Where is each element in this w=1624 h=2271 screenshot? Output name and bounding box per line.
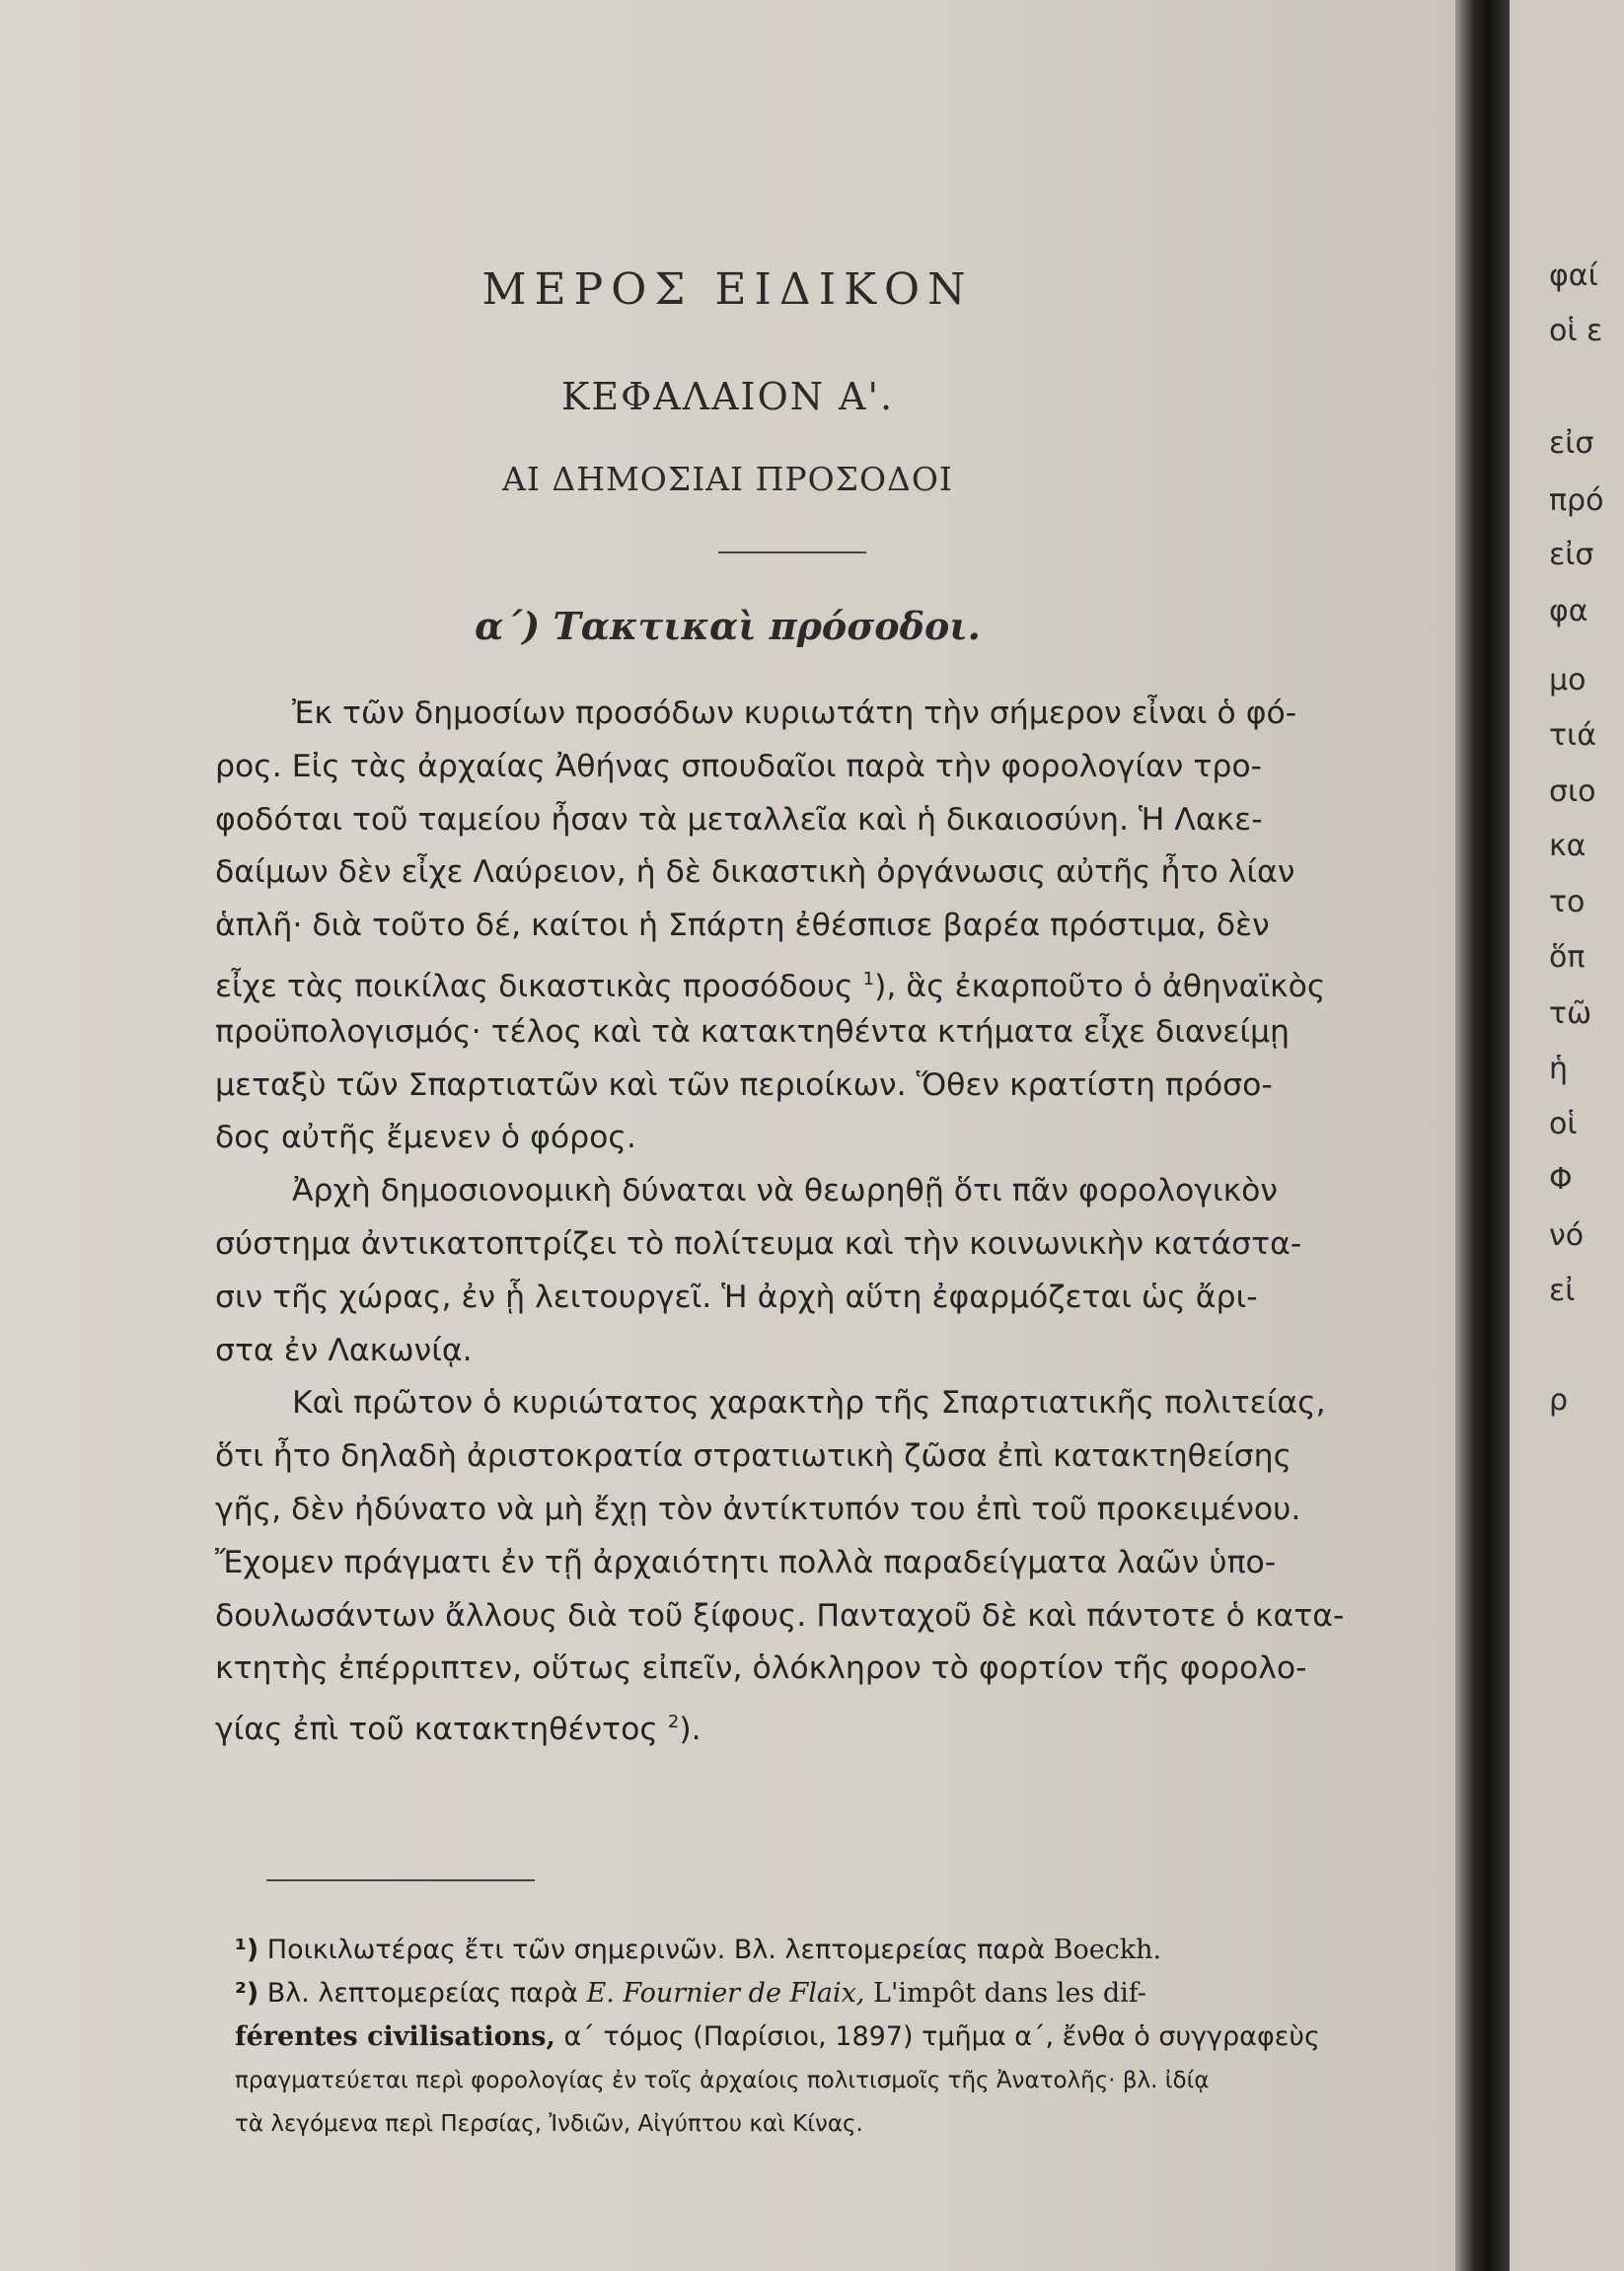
body-line: ρος. Εἰς τὰς ἀρχαίας Ἀθήνας σπουδαῖοι παρὰ τὴν φορολογίαν τρο- [215, 748, 1262, 784]
footnote-2-line [235, 1972, 1419, 2015]
body-line-tail: ). [679, 1712, 701, 1748]
next-page-fragment: οἱ ε [1549, 314, 1603, 348]
next-page-edge [1510, 0, 1624, 2271]
body-line: σιν τῆς χώρας, ἐν ᾗ λειτουργεῖ. Ἡ ἀρχὴ αὕτη ἐφαρμόζεται ὡς ἄρι- [215, 1279, 1258, 1315]
next-page-fragment: το [1549, 885, 1586, 919]
body-line: δαίμων δὲν εἶχε Λαύρειον, ἡ δὲ δικαστικὴ ὀργάνωσις αὐτῆς ἦτο λίαν [215, 854, 1295, 891]
body-line: δουλωσάντων ἄλλους διὰ τοῦ ξίφους. Πανταχοῦ δὲ καὶ πάντοτε ὁ κατα- [215, 1597, 1345, 1634]
body-line-text: εἶχε τὰς ποικίλας δικαστικὰς προσόδους [215, 968, 853, 1004]
footnote-2-line [235, 2015, 1419, 2059]
body-line-text: γίας ἐπὶ τοῦ κατακτηθέντος [215, 1712, 658, 1748]
footnote-ref-2[interactable]: 2 [667, 1712, 680, 1733]
body-line-tail: ), ἃς ἐκαρποῦτο ὁ ἀθηναϊκὸς [874, 968, 1326, 1004]
body-line: κτητὴς ἐπέρριπτεν, οὕτως εἰπεῖν, ὁλόκληρον τὸ φορτίον τῆς φορολο- [215, 1650, 1307, 1687]
footnote-author: E. Fournier de Flaix, [586, 1978, 865, 2009]
next-page-fragment: τιά [1549, 718, 1596, 753]
body-line: Ἀρχὴ δημοσιονομικὴ δύναται νὰ θεωρηθῇ ὅτι πᾶν φορολογικὸν [292, 1173, 1279, 1209]
footnote-divider [266, 1879, 535, 1881]
footnote-work-title: L'impôt dans les dif- [873, 1978, 1146, 2009]
body-text [215, 688, 1411, 1749]
body-line [215, 953, 1411, 1006]
next-page-fragment: πρό [1549, 483, 1604, 518]
footnotes [235, 1929, 1419, 2146]
next-page-fragment: εἰσ [1549, 538, 1594, 572]
next-page-fragment: σιο [1549, 774, 1596, 809]
footnote-2-line: τὰ λεγόμενα περὶ Περσίας, Ἰνδιῶν, Αἰγύπτου καὶ Κίνας. [235, 2111, 863, 2137]
next-page-fragment: κα [1549, 829, 1587, 863]
book-gutter [1455, 0, 1510, 2271]
body-line: προϋπολογισμός· τέλος καὶ τὰ κατακτηθέντα κτήματα εἶχε διανείμῃ [215, 1013, 1290, 1050]
body-line: Ἔχομεν πράγματι ἐν τῇ ἀρχαιότητι πολλὰ παραδείγματα λαῶν ὑπο- [215, 1544, 1277, 1580]
next-page-fragment: τῶ [1549, 996, 1592, 1031]
footnote-text: Βλ. λεπτομερείας παρὰ [266, 1978, 578, 2009]
body-line: Καὶ πρῶτον ὁ κυριώτατος χαρακτὴρ τῆς Σπαρτιατικῆς πολιτείας, [292, 1385, 1326, 1422]
next-page-fragment: ρ [1549, 1383, 1569, 1418]
next-page-fragment: Φ [1549, 1162, 1573, 1197]
subsection-title: α΄) Τακτικαὶ πρόσοδοι. [475, 604, 981, 648]
section-title: ΑΙ ΔΗΜΟΣΙΑΙ ΠΡΟΣΟΔΟΙ [502, 460, 953, 498]
footnote-2-line: πραγματεύεται περὶ φορολογίας ἐν τοῖς ἀρχαίοις πολιτισμοῖς τῆς Ἀνατολῆς· βλ. ἰδίᾳ [235, 2068, 1210, 2093]
body-line: δος αὐτῆς ἔμενεν ὁ φόρος. [215, 1120, 636, 1156]
body-line: γῆς, δὲν ἠδύνατο νὰ μὴ ἔχῃ τὸν ἀντίκτυπόν του ἐπὶ τοῦ προκειμένου. [215, 1491, 1301, 1527]
next-page-fragment: νό [1549, 1218, 1585, 1253]
body-line: στα ἐν Λακωνίᾳ. [215, 1332, 473, 1368]
footnote-ref-1[interactable]: 1 [862, 968, 875, 989]
body-line: φοδόται τοῦ ταμείου ἦσαν τὰ μεταλλεῖα καὶ ἡ δικαιοσύνη. Ἡ Λακε- [215, 801, 1263, 838]
footnote-text: α΄ τόμος (Παρίσιοι, 1897) τμῆμα α΄, ἔνθα ὁ συγγραφεὺς [563, 2021, 1320, 2052]
body-line: ἁπλῆ· διὰ τοῦτο δέ, καίτοι ἡ Σπάρτη ἐθέσπισε βαρέα πρόστιμα, δὲν [215, 908, 1270, 944]
footnote-text: Ποικιλωτέρας ἔτι τῶν σημερινῶν. Βλ. λεπτομερείας παρὰ [266, 1935, 1046, 1965]
body-line: σύστημα ἀντικατοπτρίζει τὸ πολίτευμα καὶ τὴν κοινωνικὴν κατάστα- [215, 1225, 1302, 1262]
next-page-fragment: φαί [1549, 258, 1598, 293]
body-line [215, 1696, 1411, 1749]
footnote-1 [235, 1929, 1419, 1972]
next-page-fragment: μο [1549, 663, 1587, 697]
footnote-author: Boeckh. [1053, 1935, 1162, 1965]
next-page-fragment: ὅπ [1549, 940, 1586, 975]
next-page-fragment: εἰ [1549, 1274, 1576, 1308]
next-page-fragment: φα [1549, 594, 1588, 628]
title-divider [718, 551, 866, 553]
body-line: Ἐκ τῶν δημοσίων προσόδων κυριωτάτη τὴν σήμερον εἶναι ὁ φό- [292, 696, 1297, 731]
chapter-title: ΚΕΦΑΛΑΙΟΝ Α'. [560, 375, 895, 418]
body-line: μεταξὺ τῶν Σπαρτιατῶν καὶ τῶν περιοίκων. Ὅθεν κρατίστη πρόσο- [215, 1066, 1273, 1103]
next-page-fragment: εἰσ [1549, 426, 1594, 461]
footnote-mark: ¹) [235, 1935, 259, 1965]
next-page-fragment: οἱ [1549, 1107, 1578, 1141]
next-page-fragment: ἡ [1549, 1052, 1569, 1086]
footnote-mark: ²) [235, 1978, 259, 2009]
part-title: ΜΕΡΟΣ ΕΙΔΙΚΟΝ [481, 264, 974, 315]
footnote-work-title: férentes civilisations, [235, 2021, 555, 2052]
body-line: ὅτι ἦτο δηλαδὴ ἀριστοκρατία στρατιωτικὴ ζῶσα ἐπὶ κατακτηθείσης [215, 1438, 1292, 1475]
